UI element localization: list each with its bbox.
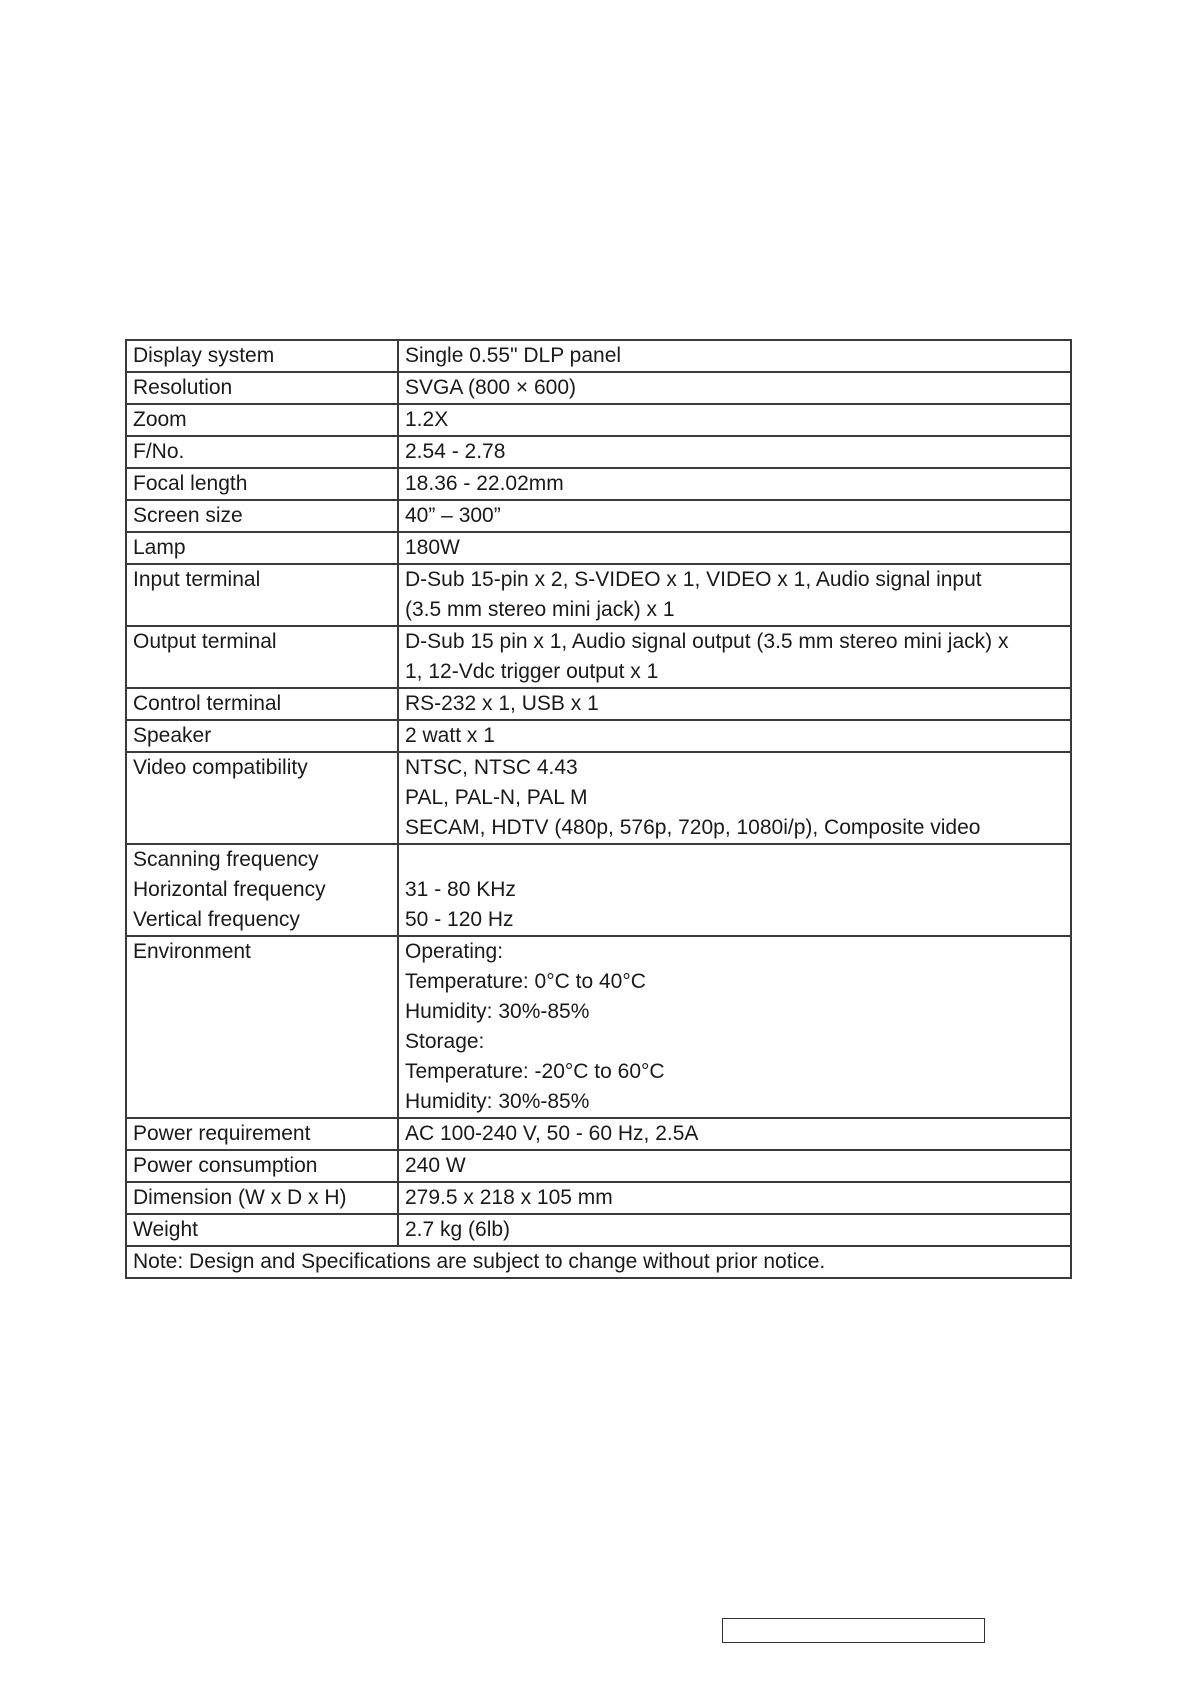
spec-row [126,720,1071,752]
spec-label: Screen size [133,504,243,527]
spec-row [126,532,1071,564]
spec-value-cell [398,532,1071,564]
spec-value-cell [398,340,1071,372]
spec-value: 240 W [405,1154,466,1177]
spec-label-cell [126,500,398,532]
spec-value: 50 - 120 Hz [405,908,514,931]
spec-value: 279.5 x 218 x 105 mm [405,1186,613,1209]
spec-label: Display system [133,344,275,367]
spec-row [126,844,1071,936]
spec-label: Control terminal [133,692,282,715]
spec-value: NTSC, NTSC 4.43 [405,756,578,779]
spec-label-cell [126,752,398,844]
spec-label: Output terminal [133,630,277,653]
spec-value-cell [398,844,1071,936]
spec-value: 180W [405,536,460,559]
spec-table [125,339,1072,1279]
spec-label: Power consumption [133,1154,318,1177]
spec-value: Temperature: 0°C to 40°C [405,970,646,993]
spec-label: Scanning frequency [133,848,319,871]
spec-label-cell [126,1150,398,1182]
spec-value-cell [398,1118,1071,1150]
spec-label: Resolution [133,376,233,399]
spec-row [126,340,1071,372]
spec-value-cell [398,468,1071,500]
spec-value: AC 100-240 V, 50 - 60 Hz, 2.5A [405,1122,699,1145]
spec-label-cell [126,404,398,436]
spec-value-cell [398,626,1071,688]
spec-label-cell [126,1214,398,1246]
spec-value-cell [398,752,1071,844]
spec-label-cell [126,1182,398,1214]
spec-value-cell [398,1182,1071,1214]
spec-value-cell [398,688,1071,720]
spec-value-cell [398,936,1071,1118]
spec-row [126,1182,1071,1214]
spec-value: 1, 12-Vdc trigger output x 1 [405,660,659,683]
spec-label-cell [126,340,398,372]
note-cell [126,1246,1071,1278]
spec-value-cell [398,1214,1071,1246]
spec-value: Humidity: 30%-85% [405,1000,590,1023]
spec-row [126,752,1071,844]
spec-value: 1.2X [405,408,449,431]
spec-label: Video compatibility [133,756,308,779]
spec-value: PAL, PAL-N, PAL M [405,786,588,809]
spec-value: (3.5 mm stereo mini jack) x 1 [405,598,675,621]
spec-row [126,1150,1071,1182]
spec-value: 18.36 - 22.02mm [405,472,564,495]
spec-label-cell [126,532,398,564]
spec-label: Power requirement [133,1122,311,1145]
spec-label: Lamp [133,536,186,559]
spec-value-cell [398,500,1071,532]
spec-value: D-Sub 15-pin x 2, S-VIDEO x 1, VIDEO x 1, Audio signal input [405,568,982,591]
spec-label-cell [126,844,398,936]
spec-label-cell [126,626,398,688]
spec-table-body [126,340,1071,1278]
spec-value-cell [398,372,1071,404]
spec-row [126,688,1071,720]
spec-row [126,564,1071,626]
spec-row [126,404,1071,436]
spec-value: RS-232 x 1, USB x 1 [405,692,599,715]
spec-value: Storage: [405,1030,485,1053]
spec-row [126,436,1071,468]
spec-value: 2 watt x 1 [405,724,495,747]
spec-value: Single 0.55" DLP panel [405,344,622,367]
spec-label: Speaker [133,724,212,747]
spec-label-cell [126,372,398,404]
spec-value-cell [398,436,1071,468]
spec-label: Input terminal [133,568,261,591]
spec-value-cell [398,564,1071,626]
spec-value-cell [398,1150,1071,1182]
note-row [126,1246,1071,1278]
spec-label-cell [126,1118,398,1150]
spec-value: Humidity: 30%-85% [405,1090,590,1113]
spec-row [126,936,1071,1118]
spec-label-cell [126,564,398,626]
spec-value: D-Sub 15 pin x 1, Audio signal output (3.5 mm stereo mini jack) x [405,630,1009,653]
spec-value: SECAM, HDTV (480p, 576p, 720p, 1080i/p), Composite video [405,816,981,839]
spec-label-cell [126,436,398,468]
spec-value: Temperature: -20°C to 60°C [405,1060,665,1083]
spec-value-cell [398,720,1071,752]
spec-label: Zoom [133,408,187,431]
spec-label: Focal length [133,472,248,495]
spec-row [126,500,1071,532]
spec-label-cell [126,936,398,1118]
spec-label: Environment [133,940,251,963]
spec-label: Horizontal frequency [133,878,326,901]
spec-value: SVGA (800 × 600) [405,376,577,399]
spec-value: 31 - 80 KHz [405,878,516,901]
spec-value: 40” – 300” [405,504,501,527]
spec-value-cell [398,404,1071,436]
spec-label: Weight [133,1218,198,1241]
spec-label: Dimension (W x D x H) [133,1186,347,1209]
spec-value: Operating: [405,940,504,963]
spec-value [405,845,1064,875]
spec-row [126,1214,1071,1246]
spec-label-cell [126,688,398,720]
spec-label: F/No. [133,440,185,463]
spec-value: 2.54 - 2.78 [405,440,506,463]
spec-row [126,372,1071,404]
spec-value: 2.7 kg (6lb) [405,1218,511,1241]
spec-row [126,468,1071,500]
spec-label-cell [126,468,398,500]
spec-row [126,1118,1071,1150]
footer-box [722,1618,985,1643]
spec-note: Note: Design and Specifications are subject to change without prior notice. [133,1250,826,1273]
spec-row [126,626,1071,688]
spec-label: Vertical frequency [133,908,300,931]
spec-label-cell [126,720,398,752]
